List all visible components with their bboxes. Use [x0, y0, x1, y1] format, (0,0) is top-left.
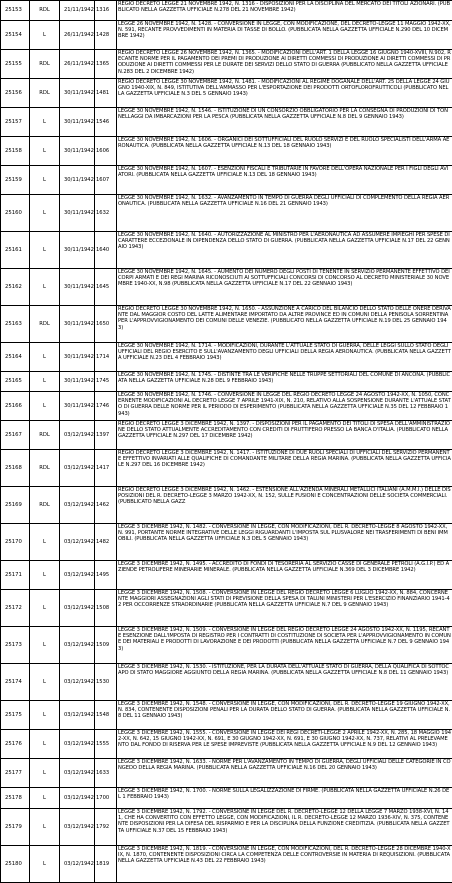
- act-description-cell: LEGGE 30 NOVEMBRE 1942, N. 1645. - AUMENTO DEI NUMERO DEGLI POSTI DI TENENTE IN SERVIZIO PERMANENTE EFFETTIVO DEI CORPI ARMATI E DEI REGI MARINA RICONOSCIUTI AI SOTTUFFICIALI CONCORSI DI CONCORSO AL DECRETO MINISTERIALE 30 NOVEMBRE 1940-XX, N.98 (PUBBLICATA NELLA GAZZETTA UFFICIALE N.17 DEL 22 GENNAIO 1943): [117, 269, 452, 306]
- act-date-cell: 30/11/1942: [60, 269, 95, 306]
- register-number-cell: 25164: [1, 343, 30, 372]
- act-description-cell: LEGGE 26 NOVEMBRE 1942, N. 1428. - CONVERSIONE IN LEGGE, CON MODIFICAZIONE, DEL DECRETO-LEGGE 11 MAGGIO 1942-XX, N. 591, RECANTE PROVVEDIMENTI IN MATERIA DI TASSE DI BOLLO. (PUBBLICATA NELLA GAZZETTA UFFICIALE N.290 DEL 10 DICEMBRE 1942): [117, 21, 452, 50]
- table-row: [1, 846, 452, 883]
- act-description-cell: LEGGE 3 DICEMBRE 1942, N. 1555. - CONVERSIONE IN LEGGE DEI REGI DECRETI-LEGGE 2 APRILE 1942-XX, N. 285, 18 MAGGIO 1942-XX, N. 642, 15 GIUGNO 1942-XX, N. 691, E 30 GIUGNO 1942-XX, N. 691, E 30 GIUGNO 1942-XX, N. 737, RELATIVI AL PRELEVAMENTO DAL FONDO DI RISERVA PER LE SPESE IMPREVISTE (PUBBLICATA NELLA GAZZETTA UFFICIALE N.9 DEL 12 GENNAIO 1943): [117, 730, 452, 759]
- act-type-cell: L: [30, 590, 60, 627]
- table-row: [1, 701, 452, 730]
- act-type-cell: RDL: [30, 79, 60, 108]
- act-description-cell: REGIO DECRETO LEGGE 21 NOVEMBRE 1942, N. 1316 - DISPOSIZIONI PER LA DISCIPLINA DEL MERCATO DEI TITOLI AZIONARI. (PUBBLICATO NELLA GAZZETTA UFFICIALE N.278 DEL 21 NOVEMBRE 1942): [117, 1, 452, 21]
- act-type-cell: L: [30, 108, 60, 137]
- register-number-cell: 25176: [1, 730, 30, 759]
- act-number-cell: 1606: [95, 137, 117, 166]
- table-row: [1, 195, 452, 232]
- act-number-cell: 1509: [95, 627, 117, 664]
- register-number-cell: 25166: [1, 392, 30, 421]
- act-number-cell: 1650: [95, 306, 117, 343]
- table-row: [1, 759, 452, 788]
- act-type-cell: RDL: [30, 1, 60, 21]
- act-date-cell: 03/12/1942: [60, 450, 95, 487]
- act-type-cell: L: [30, 372, 60, 392]
- act-number-cell: 1462: [95, 487, 117, 524]
- act-number-cell: 1633: [95, 759, 117, 788]
- table-row: [1, 627, 452, 664]
- act-description-cell: LEGGE 3 DICEMBRE 1942, N. 1482. - CONVERSIONE IN LEGGE, CON MODIFICAZIONI, DEL R. DECRETO-LEGGE 8 AGOSTO 1942-XX, N. 991, PORTANTE NORME INTEGRATIVE DELLE LEGGI RIGUARDANTI L'IMPOSTA SUL PLUSVALORE NEI TRASFERIMENTI DI BENI IMMOBILI. (PUBBLICATA NELLA GAZZETTA UFFICIALE N.3 DEL 5 GENNAIO 1943): [117, 524, 452, 561]
- register-number-cell: 25153: [1, 1, 30, 21]
- register-number-cell: 25180: [1, 846, 30, 883]
- table-row: [1, 269, 452, 306]
- act-type-cell: L: [30, 524, 60, 561]
- act-description-cell: LEGGE 30 NOVEMBRE 1942, N. 1745. - DISTINTE TRA LE VERIFICHE NELLE TRUPPE SETTORIALI DEL COMUNE DI ANCONA. (PUBBLICATA NELLA GAZZETTA UFFICIALE N.28 DEL 9 FEBBRAIO 1943): [117, 372, 452, 392]
- act-number-cell: 1632: [95, 195, 117, 232]
- act-number-cell: 1495: [95, 561, 117, 590]
- register-number-cell: 25161: [1, 232, 30, 269]
- register-number-cell: 25174: [1, 664, 30, 701]
- act-description-cell: LEGGE 30 NOVEMBRE 1942, N. 1632. - AVANZAMENTO IN TEMPO DI GUERRA DEGLI UFFICIALI DI COMPLEMENTO DELLA REGIA AERONAUTICA. (PUBBLICATA NELLA GAZZETTA UFFICIALE N.16 DEL 21 GENNAIO 1943): [117, 195, 452, 232]
- act-number-cell: 1508: [95, 590, 117, 627]
- table-row: [1, 108, 452, 137]
- act-description-cell: LEGGE 30 NOVEMBRE 1942, N. 1546. - ISTITUZIONE DI UN CONSORZIO OBBLIGATORIO PER LA CONSEGNA DI PRODUZIONI DI TONNELLAGGI DA IMBARCAZIONI PER LA PESCA (PUBBLICATA NELLA GAZZETTA UFFICIALE N.8 DEL 9 GENNAIO 1943): [117, 108, 452, 137]
- act-date-cell: 30/11/1942: [60, 372, 95, 392]
- register-number-cell: 25172: [1, 590, 30, 627]
- act-date-cell: 03/12/1942: [60, 788, 95, 809]
- act-date-cell: 30/11/1942: [60, 108, 95, 137]
- register-rows: [1, 1, 452, 883]
- act-description-cell: LEGGE 3 DICEMBRE 1942, N. 1509. - CONVERSIONE IN LEGGE DEL REGIO DECRETO LEGGE 24 AGOSTO 1942-XX, N. 1195, RECANTE ESENZIONE DALL'IMPOSTA DI REGISTRO PER I CONTRATTI DI COSTITUZIONE DI SOCIETA PER L'APPROVVIGIONAMENTO IN COMUNE DEI MATERIALI E PRODOTTI DI LAVORAZIONE E DEI PRODOTTI (PUBBLICATA NELLA GAZZETTA UFFICIALE N.7 DEL 9 GENNAIO 1943): [117, 627, 452, 664]
- register-number-cell: 25163: [1, 306, 30, 343]
- act-type-cell: L: [30, 232, 60, 269]
- table-row: [1, 372, 452, 392]
- register-number-cell: 25156: [1, 79, 30, 108]
- register-number-cell: 25167: [1, 421, 30, 450]
- act-date-cell: 30/11/1942: [60, 137, 95, 166]
- act-number-cell: 1645: [95, 269, 117, 306]
- table-row: [1, 664, 452, 701]
- table-row: [1, 166, 452, 195]
- act-date-cell: 30/11/1942: [60, 195, 95, 232]
- act-type-cell: L: [30, 730, 60, 759]
- act-description-cell: LEGGE 30 NOVEMBRE 1942, N. 1746. - CONVERSIONE IN LEGGE DEL REGIO DECRETO LEGGE 24 AGOSTO 1942-XX, N. 1050, CONCERNENTE MODIFICAZIONI AL DECRETO LEGGE 7 APRILE 1941-XIX, N. 210, RELATIVO ALLA SOSPENSIONE DURANTE L'ATTUALE STATO DI GUERRA DELLE NORME PER IL PERIODO DI ESPERIMENTO (PUBBLICATA NELLA GAZZETTA UFFICIALE N.35 DEL 12 FEBBRAIO 1943): [117, 392, 452, 421]
- act-description-cell: LEGGE 3 DICEMBRE 1942, N. 1530. - ISTITUZIONE, PER LA DURATA DELL'ATTUALE STATO DI GUERRA, DELLA QUALIFICA DI SOTTOCAPO DI STATO MAGGIORE AGGIUNTO DELLA REGIA MARINA. (PUBBLICATA NELLA GAZZETTA UFFICIALE N.8 DEL 11 GENNAIO 1943): [117, 664, 452, 701]
- act-type-cell: L: [30, 809, 60, 846]
- act-type-cell: L: [30, 392, 60, 421]
- act-description-cell: LEGGE 30 NOVEMBRE 1942, N. 1640. - AUTORIZZAZIONE AL MINISTRO PER L'AERONAUTICA AD ASSUMERE IMPIEGHI PER SPESE DI CARATTERE ECCEZIONALE IN DIPENDENZA DELLO STATO DI GUERRA. (PUBBLICATA NELLA GAZZETTA UFFICIALE N.17 DEL 22 GENNAIO 1943): [117, 232, 452, 269]
- table-row: [1, 590, 452, 627]
- act-description-cell: LEGGE 3 DICEMBRE 1942, N. 1700. - NORME SULLA LEGALIZZAZIONE DI FIRME. (PUBBLICATA NELLA GAZZETTA UFFICIALE N.26 DEL 1 FEBBRAIO 1943): [117, 788, 452, 809]
- act-date-cell: 03/12/1942: [60, 759, 95, 788]
- table-row: [1, 421, 452, 450]
- act-description-cell: LEGGE 30 NOVEMBRE 1942, N. 1714. - MODIFICAZIONI, DURANTE L'ATTUALE STATO DI GUERRA, DELLE LEGGI SULLO STATO DEGLI UFFICIALI DEL REGIO ESERCITO E SULL'AVANZAMENTO DEGLI UFFICIALI DELLA REGIA AERONAUTICA. (PUBBLICATA NELLA GAZZETTA UFFICIALE N.23 DEL 4 FEBBRAIO 1943): [117, 343, 452, 372]
- act-description-cell: LEGGE 3 DICEMBRE 1942, N. 1819. - CONVERSIONE IN LEGGE, CON MODIFICAZIONI, DEL R. DECRETO-LEGGE 28 DICEMBRE 1940-XIX, N. 1870, CONTENENTE DISPOSIZIONI CIRCA LA COMPETENZA DELLE CONTROVERSIE IN MATERIA DI REQUISIZIONI. (PUBBLICATA NELLA GAZZETTA UFFICIALE N.43 DEL 22 FEBBRAIO 1943): [117, 846, 452, 883]
- act-date-cell: 26/11/1942: [60, 21, 95, 50]
- act-type-cell: L: [30, 846, 60, 883]
- act-type-cell: L: [30, 701, 60, 730]
- act-date-cell: 30/11/1942: [60, 79, 95, 108]
- act-date-cell: 21/11/1942: [60, 1, 95, 21]
- act-date-cell: 30/11/1942: [60, 306, 95, 343]
- act-number-cell: 1397: [95, 421, 117, 450]
- table-row: [1, 561, 452, 590]
- table-row: [1, 809, 452, 846]
- act-number-cell: 1555: [95, 730, 117, 759]
- register-number-cell: 25170: [1, 524, 30, 561]
- act-date-cell: 03/12/1942: [60, 487, 95, 524]
- table-row: [1, 392, 452, 421]
- register-number-cell: 25157: [1, 108, 30, 137]
- register-number-cell: 25171: [1, 561, 30, 590]
- act-date-cell: 03/12/1942: [60, 524, 95, 561]
- act-description-cell: LEGGE 3 DICEMBRE 1942, N. 1792. - CONVERSIONE IN LEGGE DEL R. DECRETO-LEGGE 12 DELLA LEGGE 7 MARZO 1938-XVI, N. 141, CHE HA CONVERTITO CON EFFETTO LEGGE, CON MODIFICAZIONI, IL R. DECRETO-LEGGE 12 MARZO 1936-XIV, N. 375, CONTENENTE DISPOSIZIONI PER LA DIFESA DEL RISPARMIO E PER LA DISCIPLINA DELLA FUNZIONE CREDITIZIA. (PUBBLICATA NELLA GAZZETTA UFFICIALE N.37 DEL 15 FEBBRAIO 1943): [117, 809, 452, 846]
- act-number-cell: 1530: [95, 664, 117, 701]
- register-number-cell: 25158: [1, 137, 30, 166]
- act-number-cell: 1746: [95, 392, 117, 421]
- act-type-cell: RDL: [30, 50, 60, 79]
- table-row: [1, 137, 452, 166]
- act-date-cell: 03/12/1942: [60, 590, 95, 627]
- register-number-cell: 25154: [1, 21, 30, 50]
- act-number-cell: 1607: [95, 166, 117, 195]
- act-number-cell: 1745: [95, 372, 117, 392]
- table-row: [1, 343, 452, 372]
- table-row: [1, 487, 452, 524]
- act-number-cell: 1316: [95, 1, 117, 21]
- table-row: [1, 450, 452, 487]
- table-row: [1, 50, 452, 79]
- act-type-cell: RDL: [30, 487, 60, 524]
- register-number-cell: 25162: [1, 269, 30, 306]
- act-number-cell: 1546: [95, 108, 117, 137]
- register-number-cell: 25178: [1, 788, 30, 809]
- act-date-cell: 03/12/1942: [60, 664, 95, 701]
- act-type-cell: L: [30, 166, 60, 195]
- act-type-cell: RDL: [30, 306, 60, 343]
- act-type-cell: L: [30, 664, 60, 701]
- table-row: [1, 730, 452, 759]
- act-date-cell: 30/11/1942: [60, 166, 95, 195]
- act-type-cell: L: [30, 343, 60, 372]
- act-number-cell: 1481: [95, 79, 117, 108]
- register-number-cell: 25165: [1, 372, 30, 392]
- table-row: [1, 306, 452, 343]
- register-number-cell: 25173: [1, 627, 30, 664]
- act-description-cell: REGIO DECRETO LEGGE 3 DICEMBRE 1942, N. 1462. - ESTENSIONE ALL'AZIENDA MINERALI METALLICI ITALIANI (A.M.M.I.) DELLE DISPOSIZIONI DEL R. DECRETO-LEGGE 3 MARZO 1942-XX, N. 152, SULLE FUSIONI E CONCENTRAZIONI DELLE SOCIETA COMMERCIALI. (PUBBLICATO NELLA GAZZ: [117, 487, 452, 524]
- table-row: [1, 21, 452, 50]
- table-row: [1, 79, 452, 108]
- register-number-cell: 25168: [1, 450, 30, 487]
- act-date-cell: 03/12/1942: [60, 421, 95, 450]
- act-date-cell: 03/12/1942: [60, 730, 95, 759]
- act-date-cell: 03/12/1942: [60, 701, 95, 730]
- act-date-cell: 03/12/1942: [60, 627, 95, 664]
- act-description-cell: LEGGE 3 DICEMBRE 1942, N. 1508. - CONVERSIONE IN LEGGE DEL REGIO DECRETO LEGGE 6 LUGLIO 1942-XX, N. 884, CONCERNENTE MAGGIORI ASSEGNAZIONI AGLI STATI DI PREVISIONE DELLA SPESA DI TALUNI MINISTERI PER L'ESERCIZIO FINANZIARIO 1941-42 PER OCCORRENZE STRAORDINARIE (PUBBLICATA NELLA GAZZETTA UFFICIALE N.7 DEL 9 GENNAIO 1943): [117, 590, 452, 627]
- table-row: [1, 232, 452, 269]
- act-date-cell: 03/12/1942: [60, 846, 95, 883]
- act-type-cell: L: [30, 269, 60, 306]
- act-type-cell: L: [30, 195, 60, 232]
- table-row: [1, 1, 452, 21]
- act-number-cell: 1365: [95, 50, 117, 79]
- act-type-cell: L: [30, 137, 60, 166]
- act-description-cell: REGIO DECRETO LEGGE 30 NOVEMBRE 1942, N. 1481. - MODIFICAZIONI AL REGIME DOGANALE DELL'ART. 25 DELLA LEGGE 24 GIUGNO 1940-XIX, N. 849, ISTITUTIVA DELL'AMMASSO PER L'ESPORTAZIONE DEI PRODOTTI ORTOFLOROFRUTTICOLI (PUBBLICATO NELLA GAZZETTA UFFICIALE N.3 DEL 5 GENNAIO 1943): [117, 79, 452, 108]
- act-description-cell: LEGGE 30 NOVEMBRE 1942, N. 1607. - ESENZIONI FISCALI E TRIBUTARIE IN FAVORE DELL'OPERA NAZIONALE PER I FIGLI DEGLI AVIATORI. (PUBBLICATA NELLA GAZZETTA UFFICIALE N.13 DEL 18 GENNAIO 1943): [117, 166, 452, 195]
- act-date-cell: 03/12/1942: [60, 809, 95, 846]
- register-number-cell: 25179: [1, 809, 30, 846]
- act-number-cell: 1792: [95, 809, 117, 846]
- act-date-cell: 30/11/1942: [60, 232, 95, 269]
- table-row: [1, 524, 452, 561]
- register-number-cell: 25160: [1, 195, 30, 232]
- register-number-cell: 25169: [1, 487, 30, 524]
- act-type-cell: L: [30, 627, 60, 664]
- act-date-cell: 26/11/1942: [60, 50, 95, 79]
- act-type-cell: L: [30, 21, 60, 50]
- table-row: [1, 788, 452, 809]
- act-number-cell: 1482: [95, 524, 117, 561]
- act-type-cell: L: [30, 759, 60, 788]
- act-description-cell: LEGGE 3 DICEMBRE 1942, N. 1495. - ACCREDITO DI FONDI DI TESORERIA AL SERVIZIO CASSE DI GENERALE PETROLI (A.G.I.P.) ED AZIENDE PETROLIFERE MINERARIE MINERALE. (PUBBLICATA NELLA GAZZETTA UFFICIALE N.369 DEL 3 DICEMBRE 1942): [117, 561, 452, 590]
- act-description-cell: REGIO DECRETO LEGGE 3 DICEMBRE 1942, N. 1397. - DISPOSIZIONI PER IL PAGAMENTO DEI TITOLI DI SPESA DELL'AMMINISTRAZIONE DELLO STATO ATTUALMENTE ACCREDITAMENTO CON CREDITI DI FRUTTIFERO PRESSO LA BANCA D'ITALIA. (PUBBLICATO NELLA GAZZETTA UFFICIALE N.297 DEL 17 DICEMBRE 1942): [117, 421, 452, 450]
- act-number-cell: 1700: [95, 788, 117, 809]
- act-description-cell: REGIO DECRETO LEGGE 3 DICEMBRE 1942, N. 1417. - ISTITUZIONE DI DUE RUOLI SPECIALI DI UFFICIALI DEL SERVIZIO PERMANENTE EFFETTIVO INVARIATI ALLE QUALIFICHE DI COMANDANTE MILITARE DELLA REGIA MARINA. (PUBBLICATA NELLA GAZZETTA UFFICIALE N.297 DEL 16 DICEMBRE 1942): [117, 450, 452, 487]
- register-number-cell: 25177: [1, 759, 30, 788]
- act-type-cell: L: [30, 561, 60, 590]
- act-type-cell: L: [30, 788, 60, 809]
- act-number-cell: 1548: [95, 701, 117, 730]
- act-date-cell: 30/11/1942: [60, 343, 95, 372]
- act-date-cell: 03/12/1942: [60, 561, 95, 590]
- act-date-cell: 30/11/1942: [60, 392, 95, 421]
- act-description-cell: LEGGE 30 NOVEMBRE 1942, N. 1606. - ORGANICI DEI SOTTUFFICIALI DEL RUOLO SERVIZI E DEL RUOLO SPECIALISTI DELL'ARMA AERONAUTICA. (PUBBLICATA NELLA GAZZETTA UFFICIALE N.13 DEL 18 GENNAIO 1943): [117, 137, 452, 166]
- act-description-cell: LEGGE 3 DICEMBRE 1942, N. 1633. - NORME PER L'AVANZAMENTO IN TEMPO DI GUERRA, DEGLI UFFICIALI DELLE CATEGORIE IN CONGEDO DELLA REGIA MARINA. (PUBBLICATA NELLA GAZZETTA UFFICIALE N.16 DEL 20 GENNAIO 1943): [117, 759, 452, 788]
- register-number-cell: 25175: [1, 701, 30, 730]
- act-number-cell: 1640: [95, 232, 117, 269]
- register-number-cell: 25159: [1, 166, 30, 195]
- register-number-cell: 25155: [1, 50, 30, 79]
- act-number-cell: 1417: [95, 450, 117, 487]
- act-number-cell: 1819: [95, 846, 117, 883]
- act-description-cell: REGIO DECRETO LEGGE 30 NOVEMBRE 1942, N. 1650. - ASSUNZIONE A CARICO DEL BILANCIO DELLO STATO DELLE ONERE DERIVANTE DAL MAGGIOR COSTO DEL LATTE ALIMENTARE IMPORTATO DA ALTRE PROVINCE ED IN COMUNI DELLA PENISOLA SORRENTINA PER L'APPROVVIGIONAMENTO DEI COMUNI DELLE VENEZIE. (PUBBLICATO NELLA GAZZETTA UFFICIALE N.19 DEL 25 GENNAIO 1943): [117, 306, 452, 343]
- act-type-cell: RDL: [30, 421, 60, 450]
- act-type-cell: RDL: [30, 450, 60, 487]
- act-number-cell: 1428: [95, 21, 117, 50]
- act-description-cell: REGIO DECRETO LEGGE 26 NOVEMBRE 1942, N. 1365. - MODIFICAZIONI DELL'ART. 1 DELLA LEGGE 16 GIUGNO 1940-XVIII, N.902, RECANTE NORME PER IL PAGAMENTO DEI PREMI DI PRODUZIONE AI DIRETTI COMMESSI DI PRODUZIONE AI DIRETTI COMMESSI DI PRODUZIONE AI DIRETTI COMMESSI PER LE DURATE DEI SERVIZI DELLO STATO DI GUERRA (PUBBLICATO NELLA GAZZETTA UFFICIALE N.283 DEL 2 DICEMBRE 1942): [117, 50, 452, 79]
- act-description-cell: LEGGE 3 DICEMBRE 1942, N. 1548. - CONVERSIONE IN LEGGE, CON MODIFICAZIONI, DEL R. DECRETO-LEGGE 19 GIUGNO 1942-XX, N. 834, CONTENENTE DISPOSIZIONI PENALI PER LA DURATA DELLO STATO DI GUERRA. (PUBBLICATA NELLA GAZZETTA UFFICIALE N.8 DEL 11 GENNAIO 1943): [117, 701, 452, 730]
- act-number-cell: 1714: [95, 343, 117, 372]
